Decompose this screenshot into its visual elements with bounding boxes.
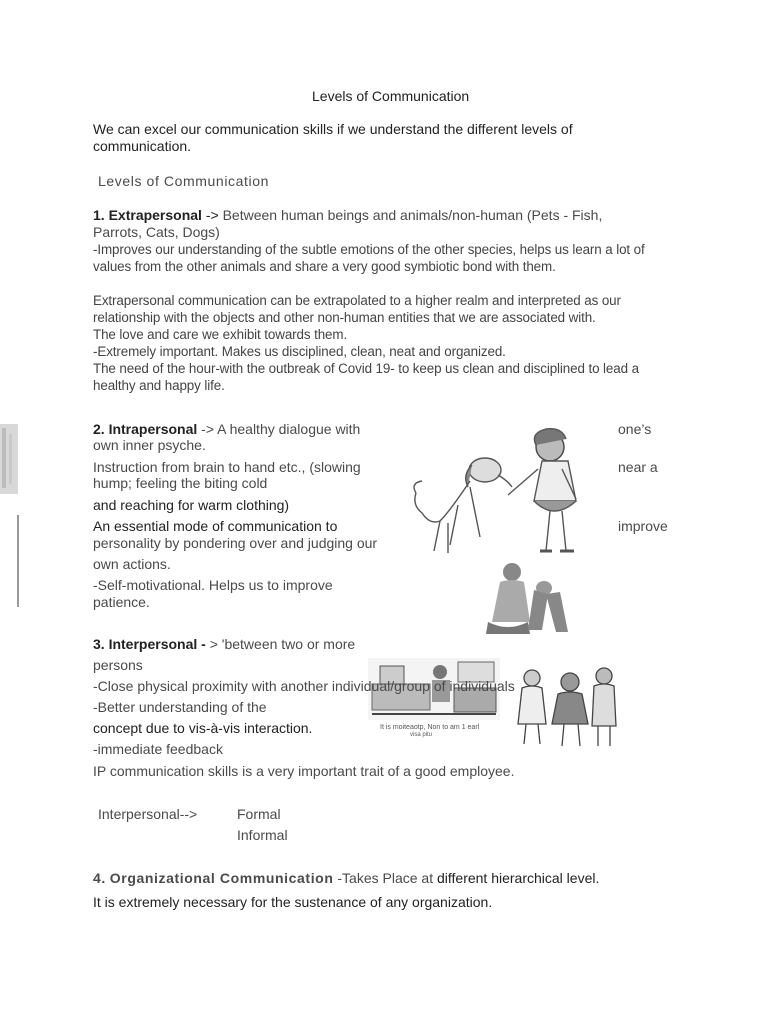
- girl-with-dog-illustration: [410, 425, 615, 565]
- s1-p2-line-4: -Extremely important. Makes us disciplined, clean, neat and organized.: [93, 344, 506, 359]
- s3-line-4: -Better understanding of the: [93, 699, 267, 715]
- illustration-caption-2: visa pitu: [410, 732, 433, 738]
- s1-heading-line: [93, 207, 602, 224]
- s2-line-3: Instruction from brain to hand etc., (slowing: [93, 459, 361, 475]
- s2-line-9: -Self-motivational. Helps us to improve: [93, 577, 333, 593]
- s2-heading-line: [93, 421, 360, 438]
- s1-label: Extrapersonal: [108, 207, 202, 223]
- s3-line-6: -immediate feedback: [93, 741, 223, 757]
- s2-line-8: own actions.: [93, 556, 171, 572]
- s4-line1-end: different hierarchical level.: [436, 870, 600, 886]
- interpersonal-types-label: Interpersonal-->: [98, 806, 198, 822]
- s1-line-4: values from the other animals and share a very good symbiotic bond with them.: [93, 259, 556, 274]
- s1-line1-rest: Between human beings and animals/non-human (Pets - Fish,: [222, 207, 603, 223]
- s4-line-2: It is extremely necessary for the sustenance of any organization.: [93, 894, 493, 910]
- s2-line3-right: near a: [618, 459, 658, 475]
- section-heading: Levels of Communication: [98, 173, 269, 189]
- s2-line1-rest: -> A healthy dialogue with: [197, 421, 361, 437]
- intro-line-1: We can excel our communication skills if we understand the different levels of: [93, 121, 573, 137]
- s1-p2-line-2: relationship with the objects and other non-human entities that we are associated with.: [93, 310, 596, 325]
- s1-p2-line-6: healthy and happy life.: [93, 378, 225, 393]
- interpersonal-type-informal: Informal: [237, 827, 288, 843]
- illustration-caption: It is moiteaotp, Non to am 1 earl: [380, 724, 480, 731]
- people-talking-illustration: [514, 660, 622, 748]
- s4-label: Organizational Communication: [109, 870, 334, 886]
- s2-line-4: hump; feeling the biting cold: [93, 475, 268, 491]
- scan-edge-artifact: [0, 424, 20, 494]
- interpersonal-type-formal: Formal: [237, 806, 281, 822]
- page-title: Levels of Communication: [312, 88, 470, 104]
- s2-line6-right: improve: [618, 518, 668, 534]
- s1-p2-line-1: Extrapersonal communication can be extrapolated to a higher realm and interpreted as our: [93, 293, 621, 308]
- s3-line-3: -Close physical proximity with another individual/group of individuals: [93, 678, 515, 694]
- s2-number: 2.: [93, 421, 105, 437]
- s1-p2-line-5: The need of the hour-with the outbreak of Covid 19- to keep us clean and disciplined to lead a: [93, 361, 639, 376]
- s3-heading-line: [93, 636, 355, 653]
- s2-line-2: own inner psyche.: [93, 437, 206, 453]
- s2-line-7: personality by pondering over and judging our: [93, 535, 378, 551]
- s2-line-10: patience.: [93, 594, 150, 610]
- scan-edge-line: [17, 515, 19, 607]
- s4-number: 4.: [93, 870, 106, 886]
- s3-line1-rest: > 'between two or more: [205, 636, 356, 652]
- s2-line-5: and reaching for warm clothing): [93, 497, 290, 513]
- s2-label: Intrapersonal: [108, 421, 198, 437]
- s1-arrow: ->: [201, 207, 223, 223]
- s3-line-2: persons: [93, 657, 143, 673]
- s1-p2-line-3: The love and care we exhibit towards them.: [93, 327, 348, 342]
- intro-line-2: communication.: [93, 138, 192, 154]
- s1-number: 1.: [93, 207, 105, 223]
- s4-heading-line: [93, 870, 599, 887]
- s2-line1-right: one’s: [618, 421, 652, 437]
- s1-line-2: Parrots, Cats, Dogs): [93, 224, 220, 240]
- s3-line-7: IP communication skills is a very important trait of a good employee.: [93, 763, 515, 779]
- s4-line1-mid: -Takes Place at: [333, 870, 437, 886]
- s3-number: 3.: [93, 636, 105, 652]
- s3-label: Interpersonal -: [108, 636, 206, 652]
- s1-line-3: -Improves our understanding of the subtle emotions of the other species, helps us learn a lot of: [93, 242, 645, 257]
- person-and-dog-illustration: [482, 560, 582, 640]
- s2-line-6: An essential mode of communication to: [93, 518, 338, 534]
- s3-line-5: concept due to vis-à-vis interaction.: [93, 720, 313, 736]
